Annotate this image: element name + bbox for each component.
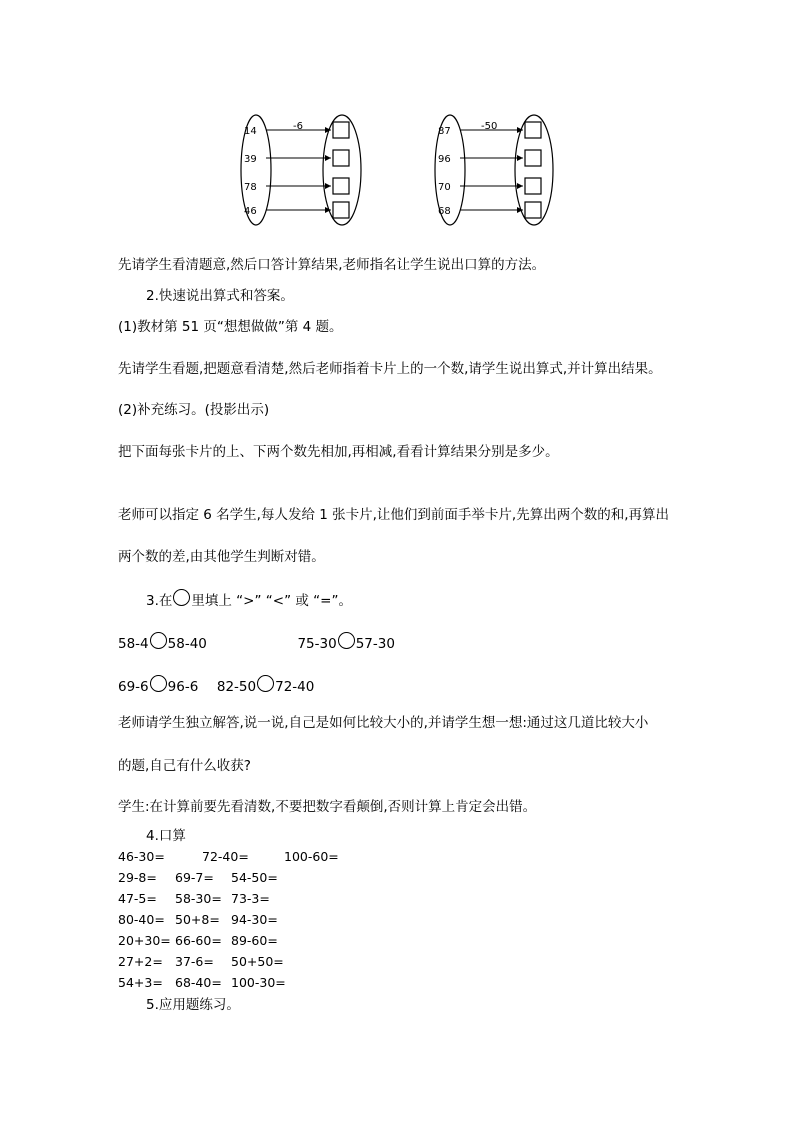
answer-box[interactable] — [333, 150, 349, 166]
operation-label: -6 — [293, 121, 303, 132]
input-number: 14 — [244, 126, 257, 137]
arrow-head — [325, 155, 331, 161]
arrow-head — [517, 155, 523, 161]
arrow-head — [325, 183, 331, 189]
compare-row-2: 69-6 96-6 82-50 72-40 — [118, 675, 314, 696]
student-paragraph: 学生:在计算前要先看清数,不要把数字看颠倒,否则计算上肯定会出错。 — [118, 799, 537, 815]
compare-blank-circle[interactable] — [150, 632, 167, 649]
answer-box[interactable] — [525, 150, 541, 166]
mapping-diagram-minus-6 — [241, 115, 361, 225]
answer-box[interactable] — [333, 122, 349, 138]
oral-item: 47-5= — [118, 891, 157, 906]
oral-item: 54+3= — [118, 975, 163, 990]
oral-item: 20+30= — [118, 933, 171, 948]
input-number: 39 — [244, 154, 257, 165]
oral-item: 100-30= — [231, 975, 286, 990]
think-paragraph-line-2: 的题,自己有什么收获? — [118, 758, 251, 774]
compare-blank-circle[interactable] — [150, 675, 167, 692]
oral-calculation-table — [118, 849, 344, 996]
arrow-head — [517, 183, 523, 189]
oral-row — [118, 849, 344, 870]
oral-item: 37-6= — [175, 954, 214, 969]
intro-paragraph: 先请学生看清题意,然后口答计算结果,老师指名让学生说出口算的方法。 — [118, 257, 546, 273]
answer-box[interactable] — [525, 202, 541, 218]
oral-item: 89-60= — [231, 933, 278, 948]
blank-circle — [173, 589, 190, 606]
section-4-title: 4.口算 — [146, 828, 186, 844]
compare-blank-circle[interactable] — [257, 675, 274, 692]
answer-box[interactable] — [525, 178, 541, 194]
section-5-title: 5.应用题练习。 — [146, 997, 240, 1013]
answer-box[interactable] — [525, 122, 541, 138]
compare-row-1: 58-4 58-40 75-30 57-30 — [118, 632, 395, 653]
item-2-1: (1)教材第 51 页“想想做做”第 4 题。 — [118, 319, 343, 335]
oral-row — [118, 933, 344, 954]
input-number: 68 — [438, 206, 451, 217]
oral-item: 58-30= — [175, 891, 222, 906]
think-paragraph-line-1: 老师请学生独立解答,说一说,自己是如何比较大小的,并请学生想一想:通过这几道比较大小 — [118, 715, 649, 731]
oral-item: 54-50= — [231, 870, 278, 885]
oral-item: 100-60= — [284, 849, 339, 864]
oral-item: 29-8= — [118, 870, 157, 885]
section-2-title: 2.快速说出算式和答案。 — [146, 288, 294, 304]
input-number: 78 — [244, 182, 257, 193]
add-subtract-paragraph: 把下面每张卡片的上、下两个数先相加,再相减,看看计算结果分别是多少。 — [118, 444, 559, 460]
oral-row — [118, 912, 344, 933]
oral-item: 73-3= — [231, 891, 270, 906]
oral-item: 66-60= — [175, 933, 222, 948]
answer-box[interactable] — [333, 202, 349, 218]
compare-blank-circle[interactable] — [338, 632, 355, 649]
input-number: 70 — [438, 182, 451, 193]
operation-label: -50 — [481, 121, 498, 132]
oral-row — [118, 870, 344, 891]
input-number: 46 — [244, 206, 257, 217]
oral-item: 27+2= — [118, 954, 163, 969]
oral-item: 50+50= — [231, 954, 284, 969]
oral-item: 68-40= — [175, 975, 222, 990]
answer-box[interactable] — [333, 178, 349, 194]
teacher-paragraph-line-1: 老师可以指定 6 名学生,每人发给 1 张卡片,让他们到前面手举卡片,先算出两个数的和,再算出 — [118, 507, 670, 523]
input-number: 96 — [438, 154, 451, 165]
mapping-diagrams — [230, 110, 570, 230]
oral-row — [118, 954, 344, 975]
cards-paragraph: 先请学生看题,把题意看清楚,然后老师指着卡片上的一个数,请学生说出算式,并计算出结果。 — [118, 361, 662, 377]
oral-item: 50+8= — [175, 912, 220, 927]
mapping-diagram-minus-50 — [435, 115, 553, 225]
oral-item: 80-40= — [118, 912, 165, 927]
item-2-2: (2)补充练习。(投影出示) — [118, 402, 270, 418]
teacher-paragraph-line-2: 两个数的差,由其他学生判断对错。 — [118, 549, 325, 565]
oral-item: 72-40= — [202, 849, 249, 864]
oral-row — [118, 975, 344, 996]
oral-row — [118, 891, 344, 912]
oral-item: 46-30= — [118, 849, 165, 864]
oral-item: 69-7= — [175, 870, 214, 885]
input-number: 87 — [438, 126, 451, 137]
oral-item: 94-30= — [231, 912, 278, 927]
section-3-title: 3.在 里填上 “>” “<” 或 “=”。 — [146, 589, 352, 610]
